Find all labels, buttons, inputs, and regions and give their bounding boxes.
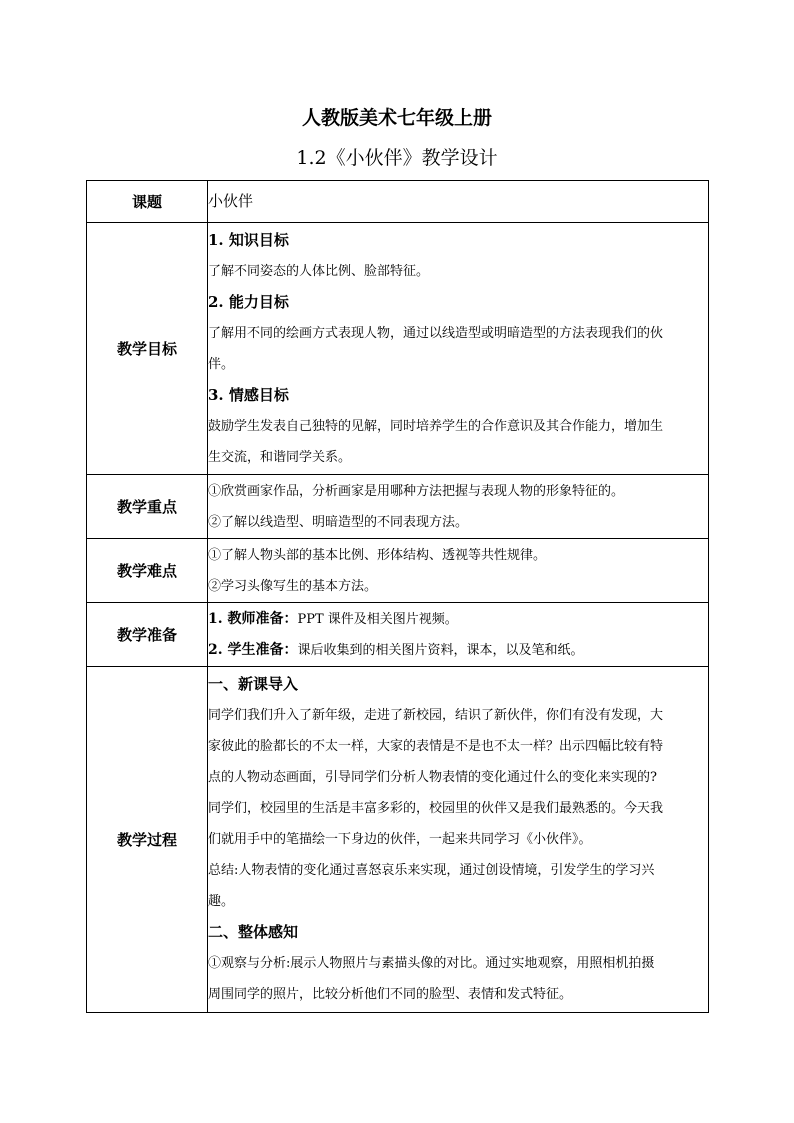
goal-text: 生交流，和谐同学关系。 xyxy=(208,449,352,465)
table-row xyxy=(87,539,709,603)
goal-text: 鼓励学生发表自己独特的见解，同时培养学生的合作意识及其合作能力，增加生 xyxy=(208,418,664,434)
difficulty-point: ①了解人物头部的基本比例、形体结构、透视等共性规律。 xyxy=(208,547,547,563)
goal-text: 伴。 xyxy=(208,356,235,372)
section-heading: 一、新课导入 xyxy=(208,675,299,693)
student-preparation xyxy=(208,635,708,666)
topic-value xyxy=(208,181,709,223)
table-row xyxy=(87,475,709,539)
row-label-goals: 教学目标 xyxy=(87,223,208,475)
topic-text: 小伙伴 xyxy=(208,192,254,210)
table-row xyxy=(87,181,709,223)
row-label-topic: 课题 xyxy=(87,181,208,223)
row-label-key-points: 教学重点 xyxy=(87,475,208,539)
goal-text: 了解不同姿态的人体比例、脸部特征。 xyxy=(208,263,430,279)
paragraph-line: ①观察与分析:展示人物照片与素描头像的对比。通过实地观察，用照相机拍摄 xyxy=(208,956,655,971)
paragraph-line: 同学们，校园里的生活是丰富多彩的，校园里的伙伴又是我们最熟悉的。今天我 xyxy=(208,801,664,816)
table-row xyxy=(87,667,709,1013)
preparation-content xyxy=(208,603,709,667)
row-label-process: 教学过程 xyxy=(87,667,208,1013)
student-prep-prefix: 2. 学生准备： xyxy=(208,641,298,658)
row-label-difficulties: 教学难点 xyxy=(87,539,208,603)
table-row xyxy=(87,223,709,475)
key-points-content xyxy=(208,475,709,539)
goals-content xyxy=(208,223,709,475)
goal-heading: 1. 知识目标 xyxy=(208,230,289,249)
summary-line: 趣。 xyxy=(208,894,235,909)
lesson-plan-table xyxy=(86,180,709,1013)
document-subtitle: 1.2《小伙伴》教学设计 xyxy=(296,147,498,169)
section-heading: 二、整体感知 xyxy=(208,923,299,941)
difficulties-content xyxy=(208,539,709,603)
teacher-prep-text: PPT 课件及相关图片视频。 xyxy=(297,611,458,627)
summary-line: 总结:人物表情的变化通过喜怒哀乐来实现，通过创设情境，引发学生的学习兴 xyxy=(208,863,655,878)
difficulty-point: ②学习头像写生的基本方法。 xyxy=(208,578,378,594)
row-label-preparation: 教学准备 xyxy=(87,603,208,667)
goal-text: 了解用不同的绘画方式表现人物，通过以线造型或明暗造型的方法表现我们的伙 xyxy=(208,325,664,341)
goal-heading: 3. 情感目标 xyxy=(208,385,289,404)
paragraph-line: 周围同学的照片，比较分析他们不同的脸型、表情和发式特征。 xyxy=(208,987,573,1002)
paragraph-line: 们就用手中的笔描绘一下身边的伙伴，一起来共同学习《小伙伴》。 xyxy=(208,832,592,847)
document-title: 人教版美术七年级上册 xyxy=(301,107,492,129)
key-point: ②了解以线造型、明暗造型的不同表现方法。 xyxy=(208,514,469,530)
process-content xyxy=(208,667,709,1013)
paragraph-line: 同学们我们升入了新年级，走进了新校园，结识了新伙伴，你们有没有发现，大 xyxy=(208,708,664,723)
paragraph-line: 点的人物动态画面，引导同学们分析人物表情的变化通过什么的变化来实现的? xyxy=(208,770,657,785)
key-point: ①欣赏画家作品，分析画家是用哪种方法把握与表现人物的形象特征的。 xyxy=(208,483,625,499)
teacher-preparation xyxy=(208,604,708,635)
student-prep-text: 课后收集到的相关图片资料，课本，以及笔和纸。 xyxy=(297,642,584,658)
teacher-prep-prefix: 1. 教师准备： xyxy=(208,610,298,627)
goal-heading: 2. 能力目标 xyxy=(208,292,289,311)
table-row xyxy=(87,603,709,667)
paragraph-line: 家彼此的脸都长的不太一样，大家的表情是不是也不太一样？出示四幅比较有特 xyxy=(208,739,664,754)
